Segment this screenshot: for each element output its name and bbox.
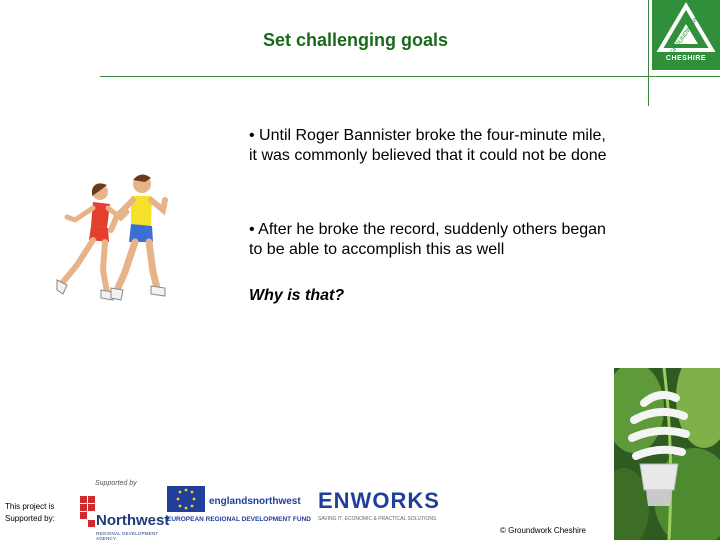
groundwork-name: GROUNDWORK (669, 15, 701, 56)
question-text: Why is that? (249, 287, 345, 304)
bullet-1: • Until Roger Bannister broke the four-minute mile, it was commonly believed that it could not be done (249, 127, 607, 164)
energy-saving-bulb-photo (614, 368, 720, 540)
supported-by-line-2: Supported by: (5, 514, 55, 523)
erdf-logo (165, 484, 315, 530)
header-divider (100, 76, 720, 77)
enworks-name: ENWORKS (318, 488, 440, 513)
enworks-logo (318, 488, 443, 528)
groundwork-region: CHESHIRE (665, 55, 707, 62)
supported-by-line-1: This project is (5, 502, 55, 511)
bullet-2: • After he broke the record, suddenly others began to be able to accomplish this as well (249, 221, 606, 258)
eu-flag-icon (167, 486, 205, 512)
supported-by-text (5, 501, 55, 525)
copyright-text: © Groundwork Cheshire (500, 526, 586, 535)
runners-illustration (55, 170, 170, 310)
slide-title: Set challenging goals (263, 30, 449, 50)
northwest-name: Northwest (96, 512, 170, 529)
enworks-tagline: SAVING IT, ECONOMIC & PRACTICAL SOLUTIONS (318, 516, 437, 522)
logo-divider (648, 0, 649, 106)
northwest-rda-logo (80, 480, 170, 541)
erdf-caption: EUROPEAN REGIONAL DEVELOPMENT FUND (167, 516, 311, 523)
northwest-mark-icon (80, 496, 96, 536)
northwest-tagline: REGIONAL DEVELOPMENT AGENCY (96, 531, 159, 541)
groundwork-cheshire-logo (652, 0, 720, 70)
northwest-supported-by-label: Supported by (95, 480, 137, 487)
erdf-name: englandsnorthwest (209, 496, 301, 507)
